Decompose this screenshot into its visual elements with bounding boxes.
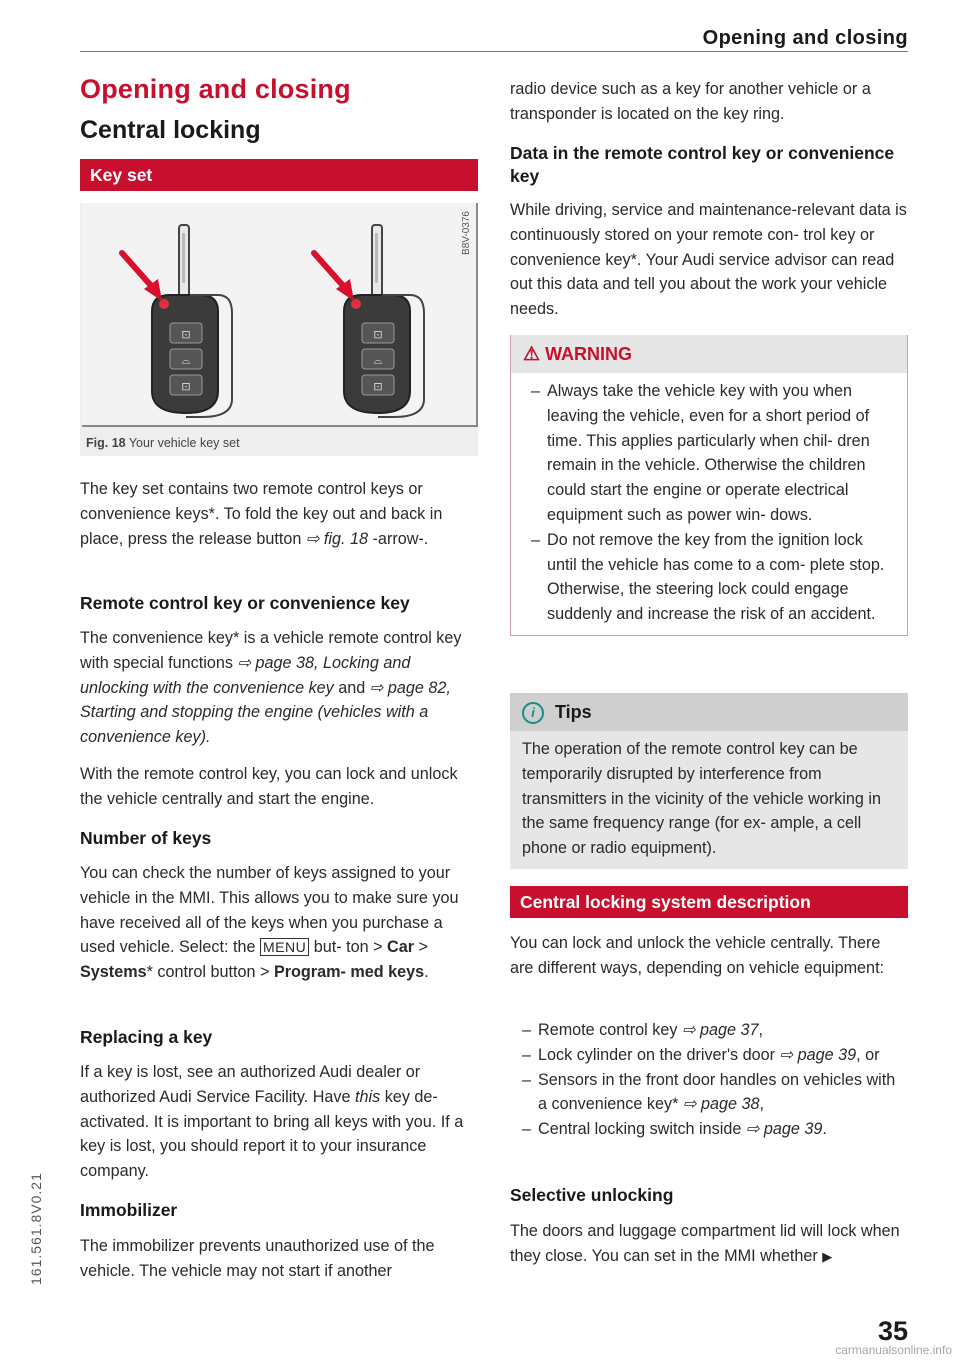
heading-replacing-key: Replacing a key [80,1027,213,1047]
figure-caption [80,427,478,460]
key-set-paragraph [80,477,478,551]
text-run: key de- activated. It is important to bring all keys with you. If a key is lost, you should report it to your insurance company. [80,1087,464,1181]
text-run: * control button > [146,963,274,982]
heading-remote-control-key: Remote control key or convenience key [80,593,410,613]
page-link-39[interactable]: ⇨ page 39 [779,1045,857,1064]
svg-text:⌓: ⌓ [373,354,383,367]
warning-box [510,335,908,636]
menu-button-label: MENU [260,938,309,956]
list-item-tail: , or [856,1045,880,1064]
svg-text:⊡: ⊡ [181,380,191,393]
continued-paragraph: radio device such as a key for another vehicle or a transponder is located on the key ring. [510,80,871,123]
selective-paragraph [510,1219,908,1270]
immobilizer-paragraph: The immobilizer prevents unauthorized use of the vehicle. The vehicle may not start if another [80,1237,435,1280]
info-icon: i [522,702,544,724]
svg-text:⊡: ⊡ [373,380,383,393]
svg-text:⊡: ⊡ [373,328,383,341]
key-illustration [82,203,476,425]
key-left [152,225,232,417]
warning-body [511,373,907,635]
list-item-text: Central locking switch inside [538,1120,746,1139]
list-item-tail: , [758,1021,764,1039]
tips-title: Tips [555,702,592,722]
svg-text:⌓: ⌓ [181,354,191,367]
side-code: 161.561.8V0.21 [28,1172,44,1285]
warning-item: – Do not remove the key from the ignition lock until the vehicle has come to a com- plete stop. Otherwise, the steering lock could engage suddenly and increase the risk of an accident. [531,530,885,624]
fig-link[interactable]: ⇨ fig. 18 [305,529,369,548]
warning-item: – Always take the vehicle key with you when leaving the vehicle, even for a short period of time. This applies particularly when chil- dren remain in the vehicle. Otherwise the children could start the engine or operate electrical equipment such as power win- dows. [531,382,870,524]
locking-methods-list [510,1018,908,1142]
tips-body [510,731,908,869]
number-paragraph [80,861,478,985]
header-rule [80,51,908,52]
text-run: . [424,963,429,982]
list-item-text: Lock cylinder on the driver's door [538,1045,780,1064]
chapter-title: Opening and closing [80,74,351,104]
text-run: but- ton > [309,938,388,957]
central-locking-paragraph: You can lock and unlock the vehicle centrally. There are different ways, depending on vehicle equipment: [510,934,885,977]
data-paragraph: While driving, service and maintenance-relevant data is continuously stored on your remote con- trol key or convenience key*. Your Audi service advisor can read out this data and tell you about the work your vehicle needs. [510,201,907,319]
list-item-text: Remote control key [538,1021,682,1039]
heading-data-in-key: Data in the remote control key or convenience key [510,143,895,186]
replace-paragraph [80,1060,478,1184]
key-right [344,225,424,417]
warning-header [511,335,907,373]
figure-key-set [80,203,478,456]
running-header: Opening and closing [702,27,908,49]
text-run: -arrow-. [368,529,429,548]
warning-item-text: Always take the vehicle key with you when leaving the vehicle, even for a short period of time. This applies particularly when chil- dren remain in the vehicle. Otherwise the children could start the engine or operate electrical equipment such as power win- dows. [547,382,870,524]
text-run: and [333,678,370,697]
warning-item-text: Do not remove the key from the ignition lock until the vehicle has come to a com- plete stop. Otherwise, the steering lock could engage suddenly and increase the risk of an accident. [547,530,885,624]
section-title: Central locking [80,116,261,144]
list-item: – Remote control key ⇨ page 37, [522,1021,764,1039]
remote-paragraph-2: With the remote control key, you can lock and unlock the vehicle centrally and start the engine. [80,765,458,808]
heading-number-of-keys: Number of keys [80,828,212,848]
page-link-82[interactable]: ⇨ page 82, Starting and stopping the engine (vehicles with a convenience key). [80,678,451,747]
text-run: The doors and luggage compartment lid will lock when they close. You can set in the MMI whether [510,1222,900,1265]
heading-selective-unlocking: Selective unlocking [510,1185,674,1205]
list-item-tail: . [822,1120,827,1139]
section-band-central-locking: Central locking system description [510,886,908,918]
arrow-left [122,253,162,301]
page-link-38[interactable]: ⇨ page 38, Locking and unlocking with the convenience key [80,653,411,697]
list-item: – Sensors in the front door handles on vehicles with a convenience key* ⇨ page 38, [522,1070,896,1114]
text-run: You can check the number of keys assigned to your vehicle in the MMI. This allows you to make sure you have received all of the keys when you purchase a used vehicle. Select: the [80,864,459,957]
text-run: If a key is lost, see an authorized Audi dealer or authorized Audi Service Facility. Have [80,1063,421,1106]
watermark: carmanualsonline.info [835,1343,952,1357]
menu-path-programmed-keys: Program- med keys [273,963,425,982]
text-emphasis: this [355,1087,381,1106]
menu-path-car: Car [387,938,415,957]
page-link-38-b[interactable]: ⇨ page 38 [682,1095,760,1114]
menu-path-systems: Systems [80,963,147,982]
continue-arrow-icon: ▶ [822,1248,833,1264]
remote-paragraph [80,626,478,750]
list-item: – Central locking switch inside ⇨ page 39. [522,1120,827,1139]
figure-caption-text: Your vehicle key set [128,436,240,450]
list-item-text: Sensors in the front door handles on vehicles with a convenience key* [538,1070,896,1114]
figure-code: B8V-0376 [461,211,472,255]
warning-icon: ⚠ [523,344,541,365]
text-run: > [414,938,428,957]
text-run: The convenience key* is a vehicle remote control key with special functions [80,629,462,672]
tips-box [510,693,908,869]
tips-text: The operation of the remote control key can be temporarily disrupted by interference from transmitters in the vicinity of the vehicle working in the same frequency range (for ex- ample, a cell phone or radio equipment). [522,740,881,858]
warning-title: WARNING [545,344,633,364]
svg-text:⊡: ⊡ [181,328,191,341]
list-item: – Lock cylinder on the driver's door ⇨ page 39, or [522,1045,880,1064]
arrow-right [314,253,354,301]
tips-header [510,693,908,731]
page-link-37[interactable]: ⇨ page 37 [681,1021,759,1039]
text-run: The key set contains two remote control keys or convenience keys*. To fold the key out and back in place, press the release button [80,480,443,548]
list-item-tail: , [759,1095,764,1114]
page-number: 35 [877,1316,908,1346]
page-link-39-b[interactable]: ⇨ page 39 [745,1120,823,1139]
figure-caption-label: Fig. 18 [86,436,126,450]
heading-immobilizer: Immobilizer [80,1200,178,1220]
section-band-key-set: Key set [80,159,478,191]
figure-image [82,203,478,427]
